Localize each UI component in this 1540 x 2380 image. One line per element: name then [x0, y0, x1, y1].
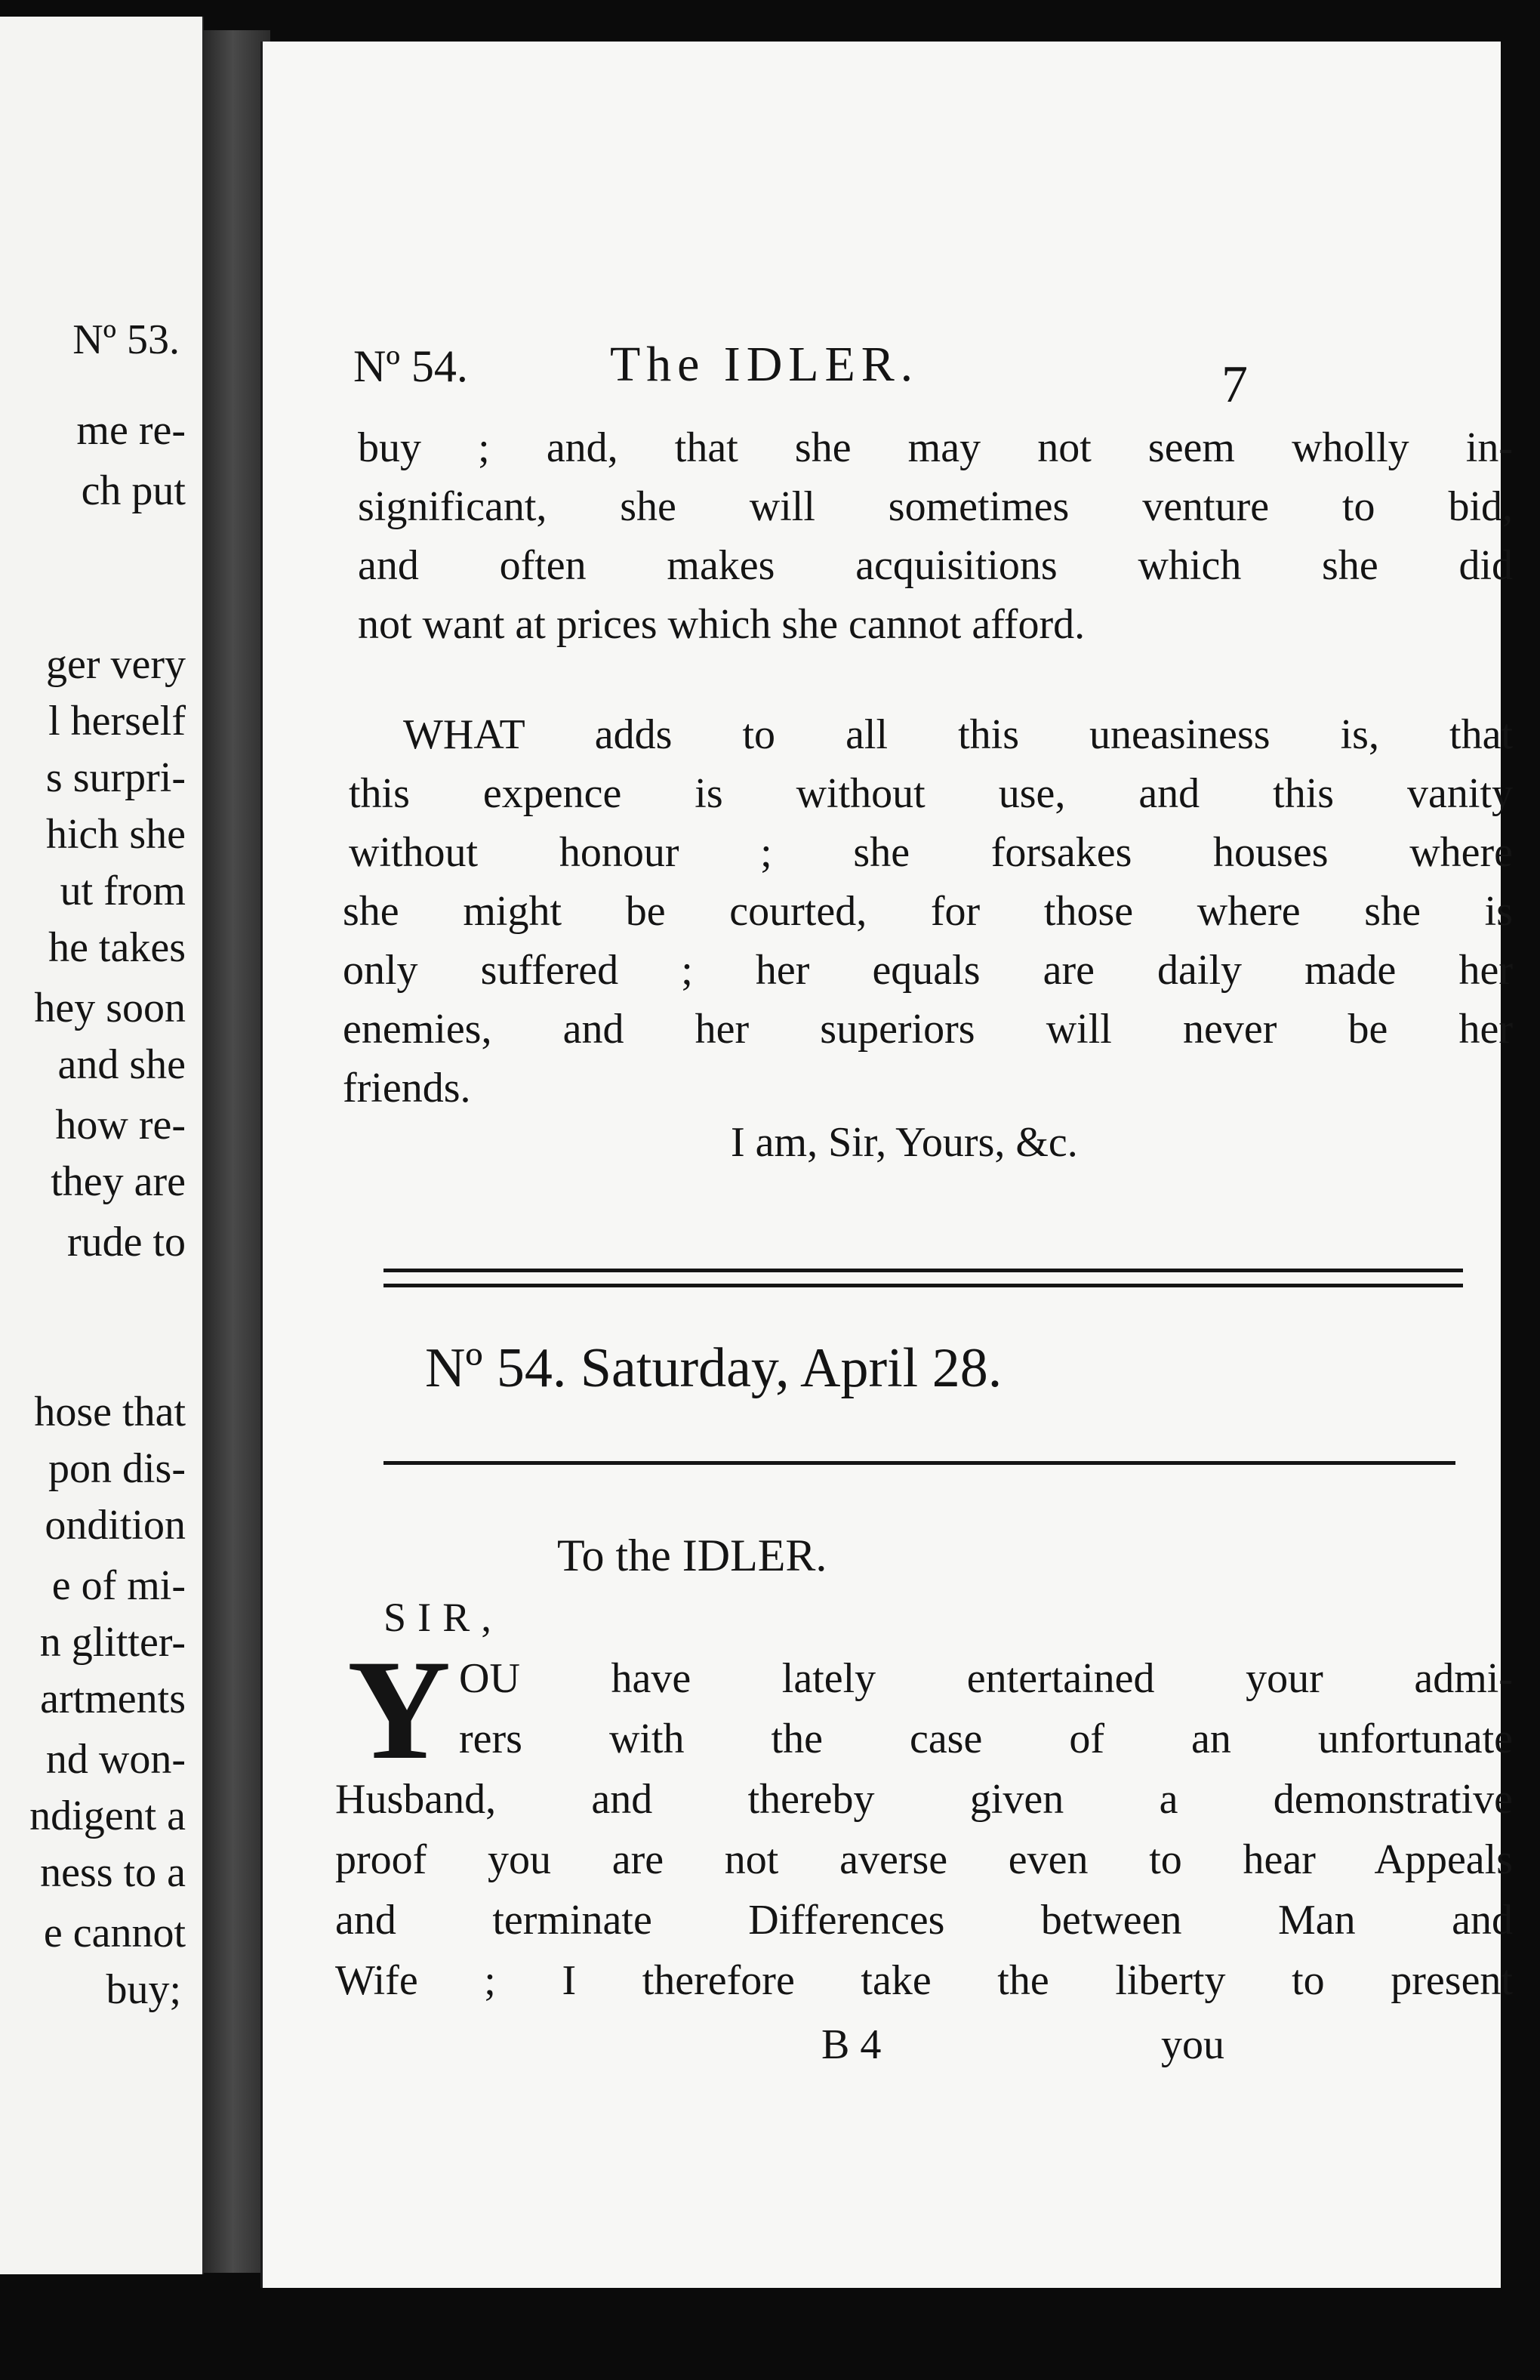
left-page-line: e cannot: [43, 1910, 186, 1956]
left-page-line: rude to: [66, 1219, 186, 1266]
text-line: friends.: [343, 1065, 471, 1111]
left-page-line: he takes: [48, 924, 186, 971]
text-line: only suffered ; her equals are daily made her: [343, 947, 1513, 994]
text-line: not want at prices which she cannot afford.: [358, 601, 1086, 648]
left-page-line: l herself: [48, 698, 186, 745]
double-rule-top: [383, 1269, 1463, 1272]
drop-cap: Y: [347, 1631, 451, 1790]
text-line: Wife ; I therefore take the liberty to present: [335, 1957, 1513, 2004]
left-page-line: s surpri-: [45, 754, 186, 801]
running-title: The IDLER.: [610, 337, 919, 392]
letter-address: To the IDLER.: [557, 1531, 827, 1580]
text-line: this expence is without use, and this vanity: [349, 770, 1513, 817]
left-page-line: ondition: [45, 1502, 186, 1549]
text-line: and terminate Differences between Man and: [335, 1897, 1513, 1944]
text-line: significant, she will sometimes venture to bid,: [358, 483, 1513, 530]
left-page-line: hose that: [34, 1389, 186, 1435]
text-line: rers with the case of an unfortunate: [459, 1716, 1513, 1762]
left-page-line: artments: [40, 1676, 186, 1722]
left-page-line: n glitter-: [39, 1619, 186, 1666]
left-page-fragment: [0, 17, 204, 2274]
catchword: you: [1161, 2021, 1224, 2068]
header-number: Nº 54.: [353, 341, 468, 391]
signature-mark: B 4: [821, 2021, 882, 2068]
left-page-line: pon dis-: [48, 1445, 186, 1492]
left-page-line: hey soon: [34, 985, 186, 1031]
text-line: enemies, and her superiors will never be her: [343, 1006, 1513, 1053]
text-line: without honour ; she forsakes houses where: [349, 829, 1513, 876]
double-rule-bottom: [383, 1284, 1463, 1287]
right-page: [260, 42, 1513, 2288]
text-line: and often makes acquisitions which she did: [358, 542, 1513, 589]
text-line: buy ; and, that she may not seem wholly in-: [358, 424, 1513, 471]
left-page-line: buy;: [106, 1966, 181, 2013]
text-line: proof you are not averse even to hear Appeals: [335, 1836, 1513, 1883]
left-page-line: me re-: [76, 407, 186, 454]
left-page-line: ndigent a: [29, 1793, 186, 1839]
left-page-line: hich she: [45, 811, 186, 858]
text-line: OU have lately entertained your admi-: [459, 1655, 1513, 1702]
text-line: WHAT adds to all this uneasiness is, that: [403, 711, 1513, 758]
issue-heading: Nº 54. Saturday, April 28.: [425, 1337, 1003, 1399]
left-page-header: Nº 53.: [72, 316, 180, 363]
section-rule: [383, 1461, 1455, 1465]
left-page-line: they are: [51, 1158, 186, 1205]
left-page-line: ch put: [81, 467, 186, 514]
text-line: she might be courted, for those where she is: [343, 888, 1513, 935]
left-page-line: and she: [57, 1041, 186, 1088]
left-page-line: ger very: [45, 641, 186, 688]
left-page-line: how re-: [55, 1102, 186, 1148]
left-page-line: nd won-: [45, 1736, 186, 1783]
left-page-line: ness to a: [40, 1849, 186, 1896]
signoff: I am, Sir, Yours, &c.: [731, 1119, 1078, 1166]
salutation: SIR,: [383, 1595, 504, 1640]
left-page-line: ut from: [60, 868, 186, 914]
left-page-line: e of mi-: [51, 1562, 186, 1609]
page-number: 7: [1221, 356, 1248, 414]
text-line: Husband, and thereby given a demonstrative: [335, 1776, 1513, 1823]
